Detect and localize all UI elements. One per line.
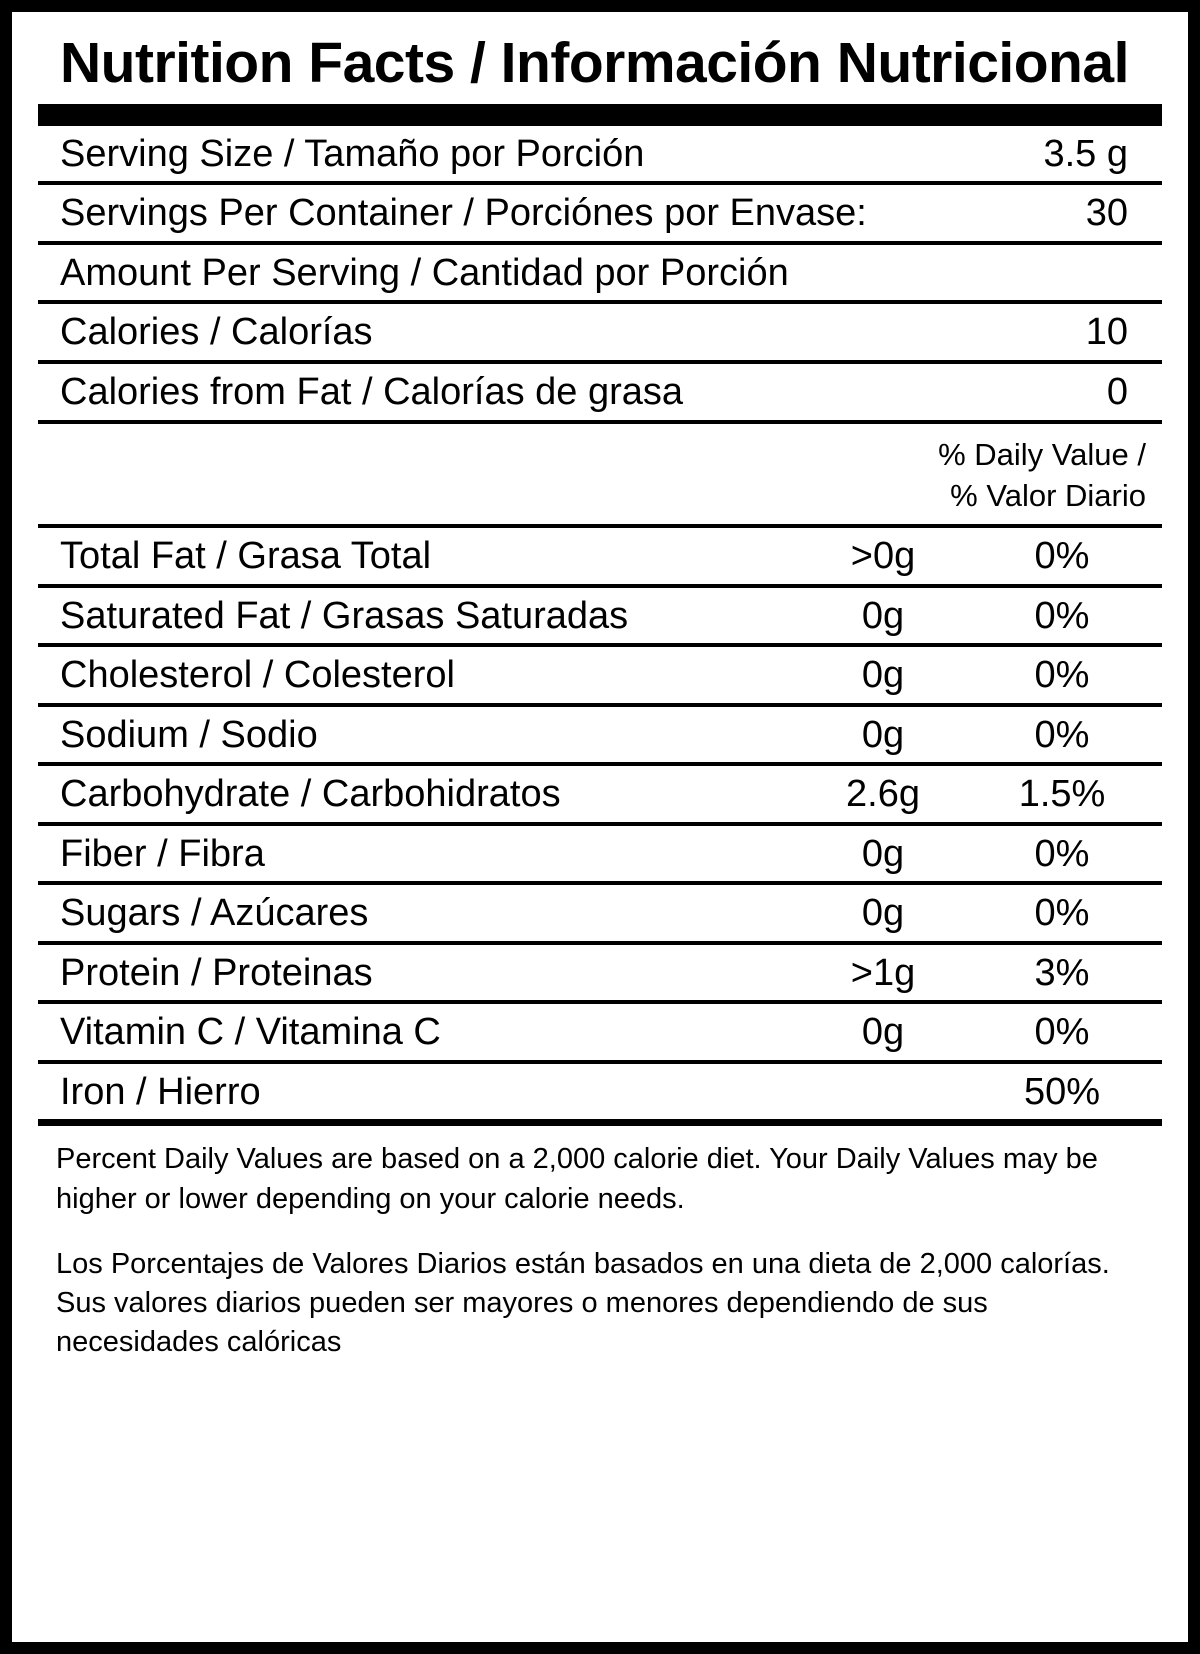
nutrient-daily-value: 3%	[1034, 951, 1090, 994]
bottom-spacer	[38, 1362, 1162, 1632]
nutrient-daily-value: 0%	[1034, 535, 1090, 578]
calories-from-fat-label: Calories from Fat / Calorías de grasa	[60, 371, 684, 414]
nutrient-daily-value: 0%	[1034, 832, 1090, 875]
servings-per-container-value: 30	[1085, 192, 1128, 235]
nutrient-daily-value: 0%	[1034, 594, 1090, 637]
servings-per-container-label: Servings Per Container / Porciónes por Envase:	[60, 192, 867, 235]
footnote-spanish: Los Porcentajes de Valores Diarios están basados en una dieta de 2,000 calorías. Sus valores diarios pueden ser mayores o menores dependiendo de sus necesidades calóricas	[56, 1247, 1110, 1359]
nutrient-name: Iron / Hierro	[60, 1070, 261, 1113]
footnotes	[38, 1126, 1162, 1362]
table-row	[38, 1004, 1162, 1060]
daily-value-header	[38, 424, 1162, 524]
nutrient-amount: 0g	[861, 1011, 905, 1054]
label-title: Nutrition Facts / Información Nutricional	[60, 31, 1129, 95]
table-row	[38, 588, 1162, 644]
nutrient-amount: 0g	[861, 654, 905, 697]
nutrient-name: Sodium / Sodio	[60, 713, 318, 756]
daily-value-header-text	[846, 434, 1162, 516]
table-row	[38, 528, 1162, 584]
amount-per-serving-label: Amount Per Serving / Cantidad por Porción	[60, 251, 789, 294]
nutrient-daily-value: 0%	[1034, 713, 1090, 756]
table-row	[38, 1064, 1162, 1120]
nutrient-amount: >1g	[850, 951, 916, 994]
nutrition-label	[12, 12, 1188, 1642]
nutrient-daily-value: 0%	[1034, 892, 1090, 935]
nutrient-name: Protein / Proteinas	[60, 951, 373, 994]
nutrient-amount: 2.6g	[846, 773, 920, 816]
table-row	[38, 766, 1162, 822]
daily-value-header-line2: % Valor Diario	[950, 477, 1146, 513]
serving-size-row	[38, 126, 1162, 182]
nutrient-amount: 0g	[861, 832, 905, 875]
table-row	[38, 647, 1162, 703]
serving-size-value: 3.5 g	[1043, 132, 1128, 175]
calories-value: 10	[1085, 311, 1128, 354]
table-row	[38, 707, 1162, 763]
nutrient-name: Vitamin C / Vitamina C	[60, 1011, 441, 1054]
nutrient-name: Saturated Fat / Grasas Saturadas	[60, 594, 629, 637]
calories-label: Calories / Calorías	[60, 311, 373, 354]
nutrient-name: Fiber / Fibra	[60, 832, 265, 875]
nutrient-daily-value: 1.5%	[1018, 773, 1106, 816]
nutrient-amount: 0g	[861, 713, 905, 756]
nutrient-daily-value: 0%	[1034, 1011, 1090, 1054]
calories-from-fat-row	[38, 364, 1162, 420]
nutrient-daily-value: 50%	[1023, 1070, 1101, 1113]
nutrient-name: Sugars / Azúcares	[60, 892, 369, 935]
nutrient-amount: 0g	[861, 892, 905, 935]
footnote-english: Percent Daily Values are based on a 2,000 calorie diet. Your Daily Values may be higher or lower depending on your calorie needs.	[56, 1143, 1098, 1215]
nutrient-name: Cholesterol / Colesterol	[60, 654, 455, 697]
nutrient-name: Carbohydrate / Carbohidratos	[60, 773, 561, 816]
nutrient-amount: 0g	[861, 594, 905, 637]
serving-size-label: Serving Size / Tamaño por Porción	[60, 132, 645, 175]
table-row	[38, 885, 1162, 941]
nutrient-daily-value: 0%	[1034, 654, 1090, 697]
daily-value-header-line1: % Daily Value /	[938, 436, 1146, 472]
nutrient-name: Total Fat / Grasa Total	[60, 535, 432, 578]
table-row	[38, 826, 1162, 882]
nutrient-amount: >0g	[850, 535, 916, 578]
footnote-divider	[38, 1119, 1162, 1126]
amount-per-serving-row	[38, 245, 1162, 301]
title-divider	[38, 104, 1162, 126]
calories-from-fat-value: 0	[1106, 371, 1128, 414]
servings-per-container-row	[38, 185, 1162, 241]
table-row	[38, 945, 1162, 1001]
calories-row	[38, 304, 1162, 360]
